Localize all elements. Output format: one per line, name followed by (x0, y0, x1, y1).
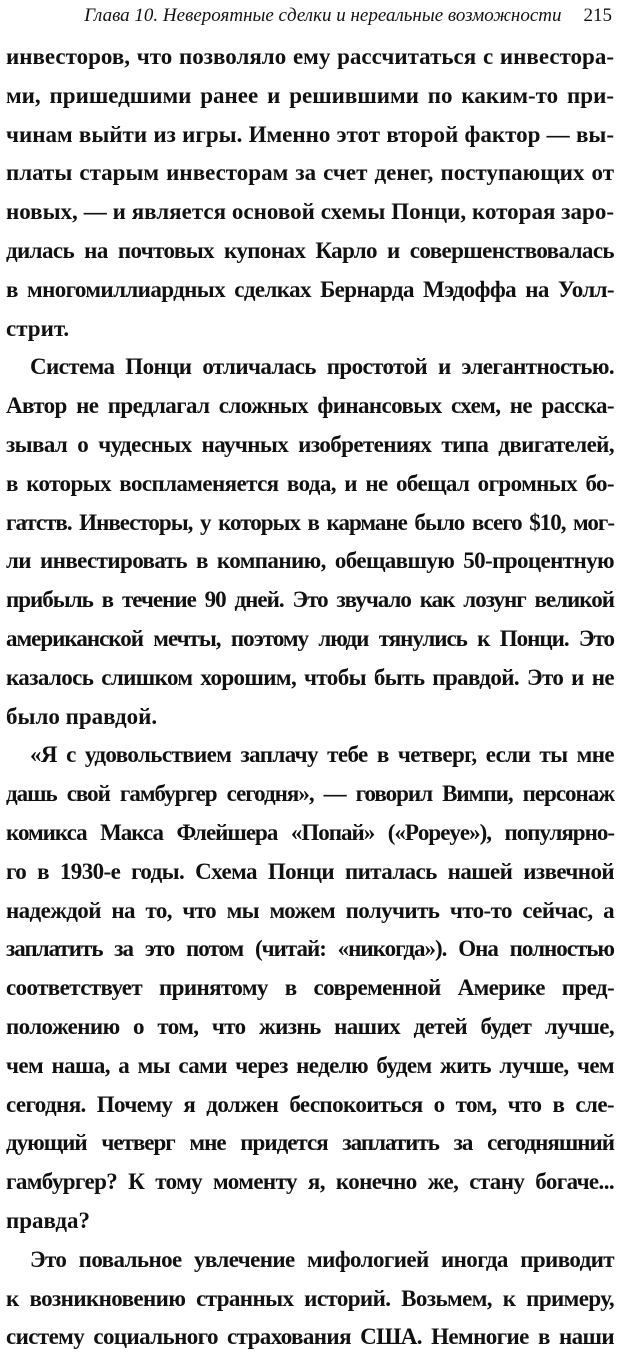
paragraph (6, 348, 614, 736)
text-line: стрит. (6, 315, 70, 341)
text-line: надеждой на то, что мы можем получить что-то сейчас, а (6, 897, 614, 923)
text-line: «Я с удовольствием заплачу тебе в четверг, если ты мне (30, 742, 614, 768)
text-line: правда? (6, 1207, 91, 1233)
text-line: сегодня. Почему я должен беспокоиться о том, что в сле- (6, 1091, 614, 1117)
text-line: дующий четверг мне придется заплатить за сегодняшний (6, 1130, 614, 1156)
text-line: чем наша, а мы сами через неделю будем жить лучше, чем (6, 1052, 614, 1078)
paragraph (6, 736, 614, 1240)
text-line: к возникновению странных историй. Возьмем, к примеру, (6, 1285, 614, 1311)
paragraph (6, 38, 614, 348)
text-line: положению о том, что жизнь наших детей будет лучше, (6, 1013, 614, 1039)
text-line: заплатить за это потом (читай: «никогда»). Она полностью (6, 936, 614, 962)
page-number: 215 (583, 5, 612, 26)
text-line: ми, пришедшими ранее и решившими по каким-то при- (6, 82, 614, 108)
text-line: в многомиллиардных сделках Бернарда Мэдоффа на Уолл- (6, 276, 614, 302)
text-line: систему социального страхования США. Немногие в наши (6, 1324, 614, 1350)
text-line: соответствует принятому в современной Америке пред- (6, 975, 614, 1001)
body-text (6, 38, 614, 1357)
text-line: в которых воспламеняется вода, и не обещал огромных бо- (6, 470, 614, 496)
text-line: го в 1930-е годы. Схема Понци питалась нашей извечной (6, 858, 614, 884)
running-head (60, 2, 612, 30)
text-line: казалось слишком хорошим, чтобы быть правдой. Это и не (6, 664, 614, 690)
running-title: Глава 10. Невероятные сделки и нереальные возможности (84, 5, 562, 26)
text-line: гатств. Инвесторы, у которых в кармане было всего $10, мог- (6, 509, 614, 535)
text-line: дилась на почтовых купонах Карло и совершенствовалась (6, 237, 614, 263)
text-line: ли инвестировать в компанию, обещавшую 50-процентную (6, 548, 614, 574)
text-line: новых, — и является основой схемы Понци, которая заро- (6, 199, 614, 225)
paragraph (6, 1241, 614, 1357)
text-line: чинам выйти из игры. Именно этот второй фактор — вы- (6, 121, 614, 147)
text-line: Система Понци отличалась простотой и элегантностью. (30, 354, 614, 380)
text-line: прибыль в течение 90 дней. Это звучало как лозунг великой (6, 587, 614, 613)
text-line: дашь свой гамбургер сегодня», — говорил Вимпи, персонаж (6, 781, 614, 807)
text-line: платы старым инвесторам за счет денег, поступающих от (6, 160, 614, 186)
text-line: Это повальное увлечение мифологией иногда приводит (30, 1246, 614, 1272)
text-line: комикса Макса Флейшера «Попай» («Popeye»), популярно- (6, 819, 614, 845)
text-line: зывал о чудесных научных изобретениях типа двигателей, (6, 431, 614, 457)
text-line: Автор не предлагал сложных финансовых схем, не расска- (6, 393, 614, 419)
text-line: гамбургер? К тому моменту я, конечно же, стану богаче... (6, 1169, 614, 1195)
text-line: инвесторов, что позволяло ему рассчитаться с инвестора- (6, 44, 614, 69)
text-line: было правдой. (6, 703, 158, 729)
text-line: американской мечты, поэтому люди тянулись к Понци. Это (6, 625, 614, 651)
